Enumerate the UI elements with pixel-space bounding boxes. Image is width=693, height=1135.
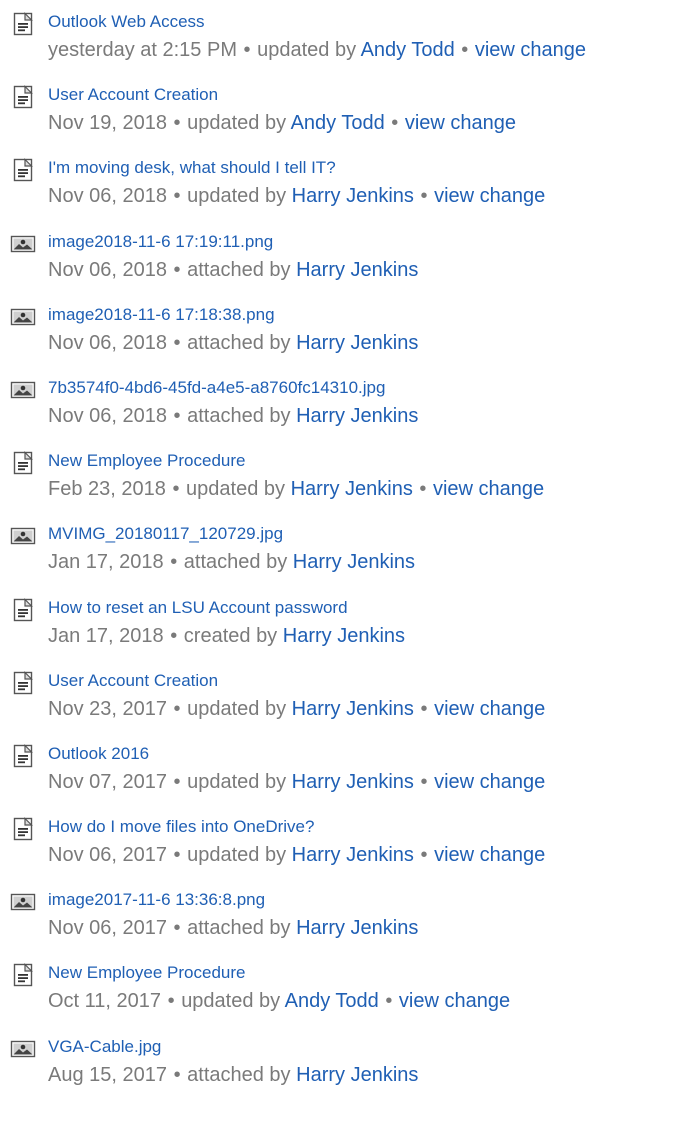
separator-dot: •	[172, 478, 180, 501]
page-icon	[10, 158, 36, 182]
view-change-link[interactable]: view change	[434, 697, 546, 720]
user-link[interactable]: Harry Jenkins	[291, 697, 414, 720]
page-icon	[10, 85, 36, 109]
item-date: Nov 19, 2018	[48, 112, 167, 135]
item-title-link[interactable]: image2017-11-6 13:36:8.png	[48, 890, 266, 910]
user-link[interactable]: Harry Jenkins	[282, 624, 406, 647]
view-change-link[interactable]: view change	[404, 112, 517, 135]
activity-item	[0, 0, 693, 73]
page-icon	[10, 744, 36, 768]
item-date: Jan 17, 2018	[48, 551, 164, 574]
separator-dot: •	[173, 112, 181, 135]
item-meta	[48, 183, 545, 209]
image-icon	[10, 305, 36, 329]
activity-item	[0, 586, 693, 659]
view-change-link[interactable]: view change	[434, 770, 546, 793]
separator-dot: •	[420, 185, 428, 208]
item-date: Nov 07, 2017	[48, 770, 167, 793]
item-action: updated by	[187, 185, 287, 208]
item-date: Nov 06, 2018	[48, 331, 167, 354]
item-meta	[48, 988, 510, 1014]
item-action: attached by	[187, 258, 291, 281]
view-change-link[interactable]: view change	[398, 990, 511, 1013]
item-title-link[interactable]: MVIMG_20180117_120729.jpg	[48, 524, 284, 544]
item-date: Feb 23, 2018	[48, 478, 166, 501]
separator-dot: •	[170, 624, 178, 647]
separator-dot: •	[173, 844, 181, 867]
separator-dot: •	[173, 331, 181, 354]
user-link[interactable]: Harry Jenkins	[290, 478, 413, 501]
view-change-link[interactable]: view change	[434, 185, 546, 208]
item-title-link[interactable]: How to reset an LSU Account password	[48, 597, 348, 617]
item-meta	[48, 330, 418, 356]
item-action: attached by	[183, 551, 288, 574]
separator-dot: •	[385, 990, 393, 1013]
user-link[interactable]: Harry Jenkins	[296, 917, 419, 940]
item-meta	[48, 257, 418, 283]
user-link[interactable]: Harry Jenkins	[296, 331, 419, 354]
page-icon	[10, 817, 36, 841]
user-link[interactable]: Harry Jenkins	[296, 404, 419, 427]
item-title-link[interactable]: image2018-11-6 17:19:11.png	[48, 231, 274, 251]
item-action: attached by	[187, 331, 291, 354]
item-title-link[interactable]: image2018-11-6 17:18:38.png	[48, 304, 275, 324]
image-icon	[10, 524, 36, 548]
activity-item	[0, 146, 693, 219]
separator-dot: •	[167, 990, 175, 1013]
item-title-link[interactable]: I'm moving desk, what should I tell IT?	[48, 158, 336, 178]
item-meta	[48, 696, 545, 722]
item-title-link[interactable]: New Employee Procedure	[48, 451, 246, 471]
page-icon	[10, 963, 36, 987]
user-link[interactable]: Andy Todd	[290, 112, 385, 135]
separator-dot: •	[170, 551, 178, 574]
user-link[interactable]: Harry Jenkins	[296, 1063, 419, 1086]
item-action: updated by	[187, 112, 287, 135]
activity-item	[0, 878, 693, 951]
image-icon	[10, 378, 36, 402]
item-meta	[48, 476, 544, 502]
item-meta	[48, 549, 415, 575]
separator-dot: •	[419, 478, 427, 501]
user-link[interactable]: Harry Jenkins	[292, 551, 416, 574]
item-date: yesterday at 2:15 PM	[48, 39, 237, 61]
item-date: Nov 23, 2017	[48, 697, 167, 720]
separator-dot: •	[173, 404, 181, 427]
view-change-link[interactable]: view change	[474, 39, 587, 61]
item-meta	[48, 623, 405, 649]
item-action: updated by	[186, 478, 285, 501]
separator-dot: •	[173, 697, 181, 720]
page-icon	[10, 12, 36, 36]
image-icon	[10, 890, 36, 914]
user-link[interactable]: Andy Todd	[284, 990, 379, 1013]
image-icon	[10, 232, 36, 256]
item-action: attached by	[187, 917, 291, 940]
activity-item	[0, 73, 693, 146]
user-link[interactable]: Andy Todd	[360, 39, 455, 61]
user-link[interactable]: Harry Jenkins	[291, 770, 414, 793]
item-meta	[48, 842, 545, 868]
item-date: Oct 11, 2017	[48, 990, 162, 1013]
item-meta	[48, 1062, 418, 1088]
item-action: updated by	[257, 39, 357, 61]
activity-item	[0, 1025, 693, 1098]
activity-item	[0, 659, 693, 732]
separator-dot: •	[420, 697, 428, 720]
item-meta	[48, 403, 418, 429]
item-title-link[interactable]: VGA-Cable.jpg	[48, 1036, 162, 1056]
item-action: attached by	[187, 1063, 291, 1086]
item-title-link[interactable]: User Account Creation	[48, 670, 219, 690]
separator-dot: •	[173, 185, 181, 208]
separator-dot: •	[420, 770, 428, 793]
user-link[interactable]: Harry Jenkins	[291, 185, 414, 208]
user-link[interactable]: Harry Jenkins	[296, 258, 419, 281]
separator-dot: •	[420, 844, 428, 867]
item-title-link[interactable]: New Employee Procedure	[48, 963, 246, 983]
separator-dot: •	[173, 770, 181, 793]
item-action: updated by	[187, 770, 287, 793]
separator-dot: •	[173, 1063, 181, 1086]
activity-item	[0, 293, 693, 366]
activity-item	[0, 220, 693, 293]
item-date: Nov 06, 2018	[48, 404, 167, 427]
view-change-link[interactable]: view change	[432, 478, 545, 501]
item-date: Nov 06, 2018	[48, 185, 167, 208]
item-meta	[48, 110, 516, 136]
activity-item	[0, 512, 693, 585]
image-icon	[10, 1037, 36, 1061]
user-link[interactable]: Harry Jenkins	[291, 844, 414, 867]
separator-dot: •	[173, 917, 181, 940]
separator-dot: •	[243, 39, 251, 61]
item-title-link[interactable]: User Account Creation	[48, 85, 219, 105]
activity-item	[0, 439, 693, 512]
item-action: created by	[183, 624, 278, 647]
activity-item	[0, 805, 693, 878]
view-change-link[interactable]: view change	[434, 844, 546, 867]
separator-dot: •	[461, 39, 469, 61]
item-title-link[interactable]: Outlook 2016	[48, 743, 150, 763]
activity-item	[0, 732, 693, 805]
page-icon	[10, 598, 36, 622]
item-action: updated by	[187, 697, 287, 720]
separator-dot: •	[173, 258, 181, 281]
activity-item	[0, 366, 693, 439]
item-title-link[interactable]: 7b3574f0-4bd6-45fd-a4e5-a8760fc14310.jpg	[48, 377, 386, 397]
item-action: attached by	[187, 404, 291, 427]
item-date: Nov 06, 2017	[48, 917, 167, 940]
page-icon	[10, 451, 36, 475]
item-meta	[48, 915, 418, 941]
activity-item	[0, 951, 693, 1024]
item-title-link[interactable]: Outlook Web Access	[48, 12, 205, 31]
page-icon	[10, 671, 36, 695]
item-date: Jan 17, 2018	[48, 624, 164, 647]
item-title-link[interactable]: How do I move files into OneDrive?	[48, 817, 315, 837]
item-action: updated by	[181, 990, 281, 1013]
separator-dot: •	[391, 112, 399, 135]
item-date: Nov 06, 2017	[48, 844, 167, 867]
item-action: updated by	[187, 844, 287, 867]
item-date: Aug 15, 2017	[48, 1063, 167, 1086]
item-meta	[48, 769, 545, 795]
item-meta	[48, 37, 586, 63]
item-date: Nov 06, 2018	[48, 258, 167, 281]
